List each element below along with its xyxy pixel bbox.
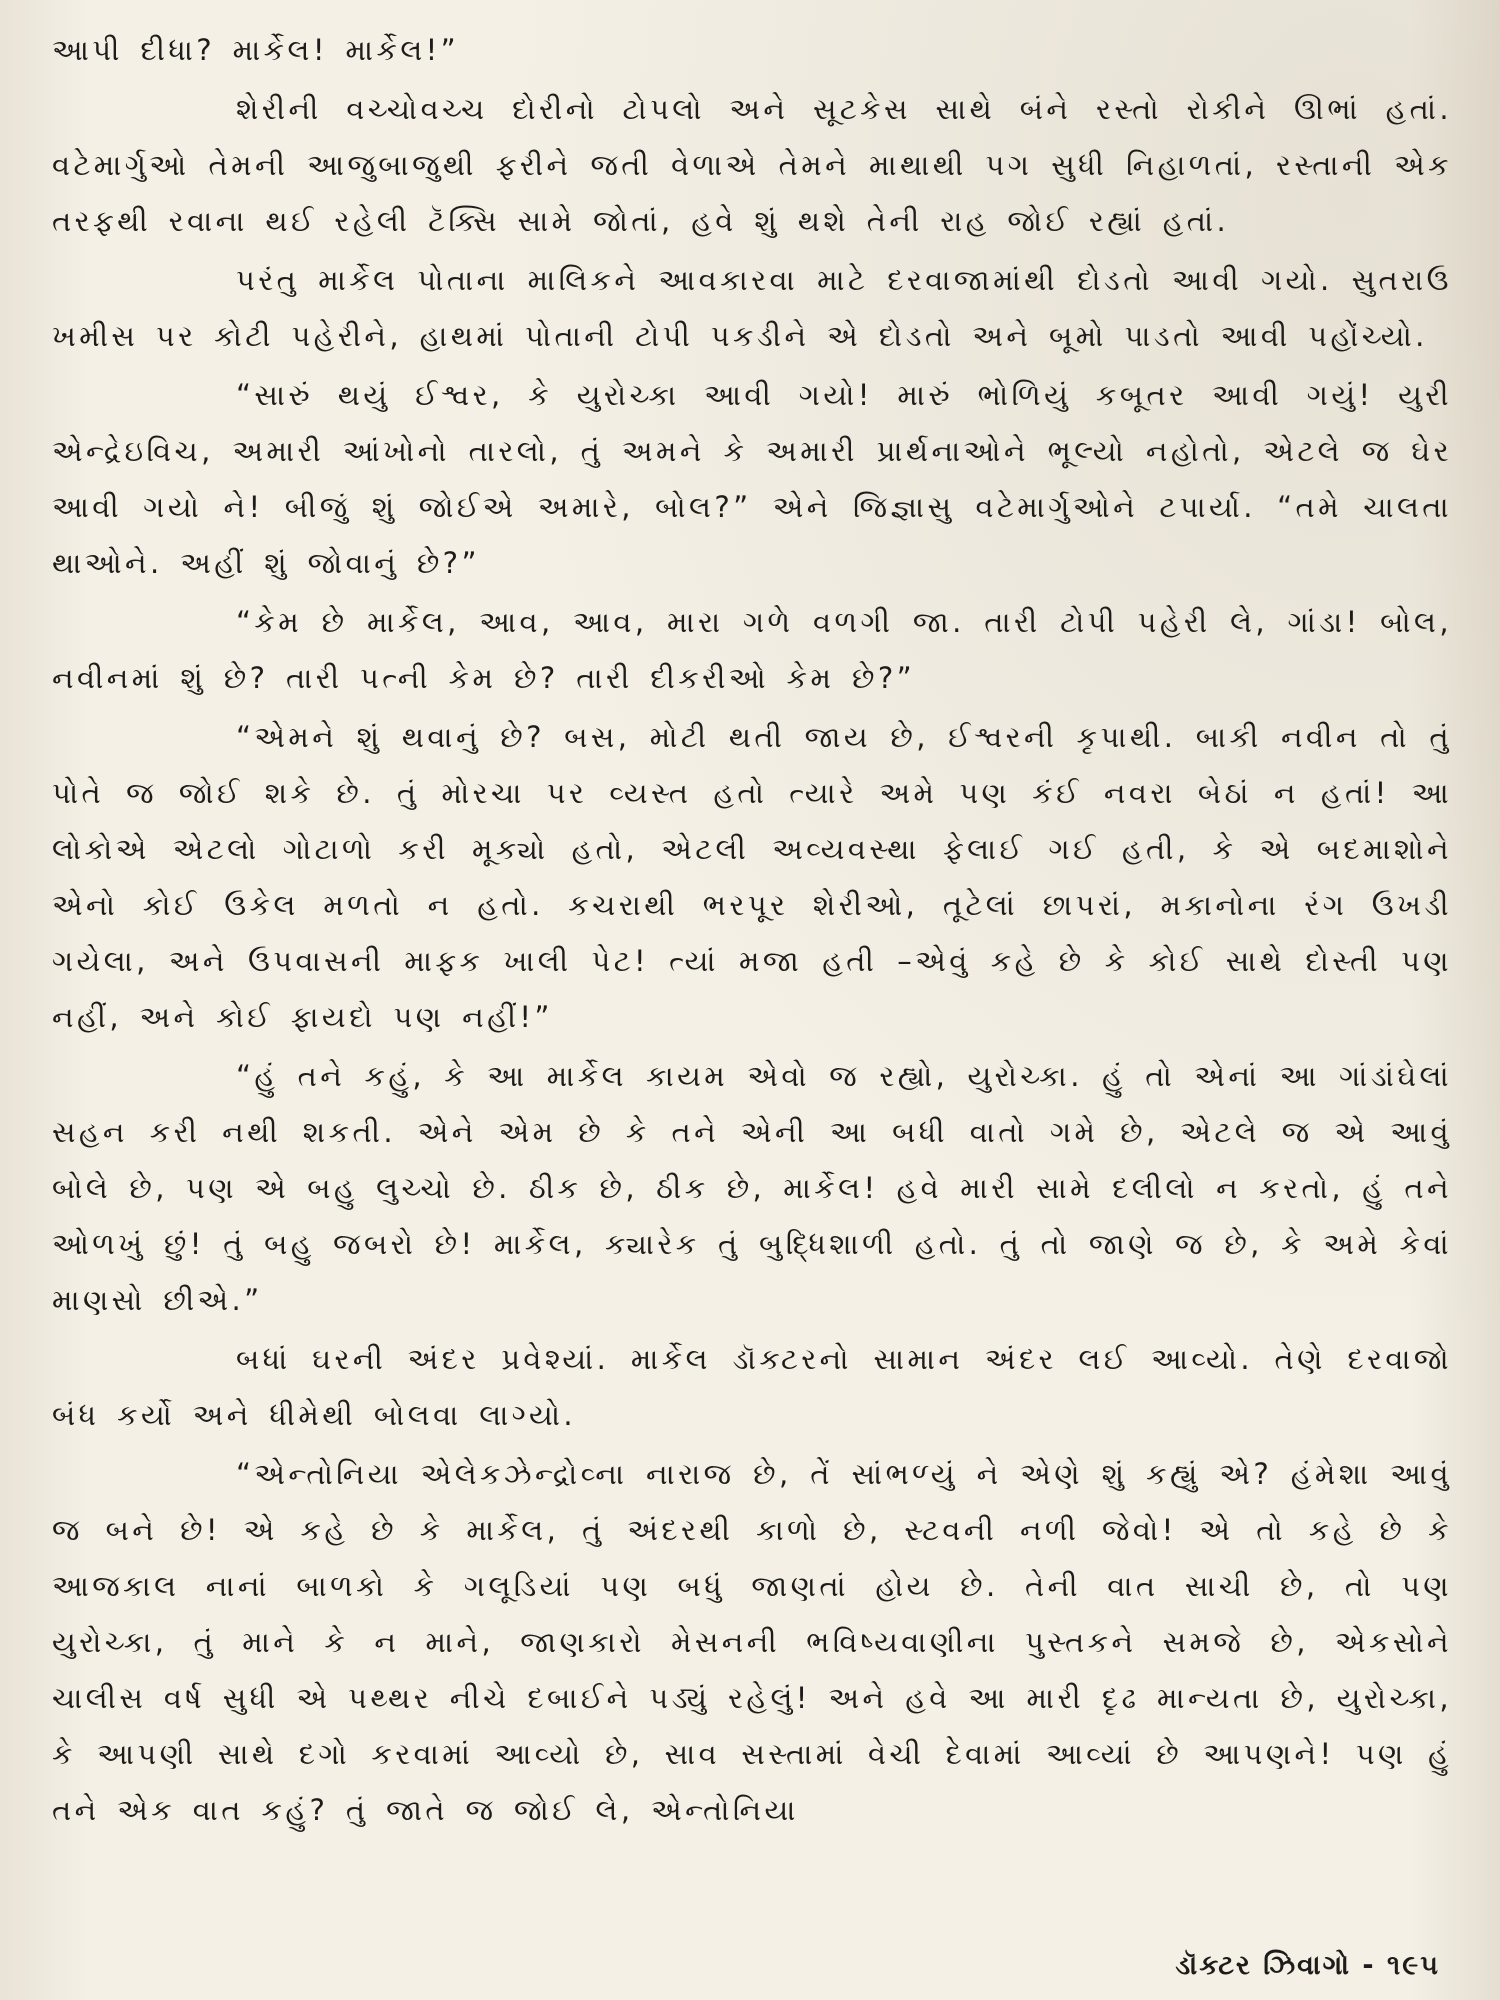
paragraph: બધાં ઘરની અંદર પ્રવેશ્યાં. માર્કેલ ડૉક્ટરનો સામાન અંદર લઈ આવ્યો. તેણે દરવાજો બંધ કર્યો અને ધીમેથી બોલવા લાગ્યો.	[52, 1342, 1452, 1432]
paragraph: પરંતુ માર્કેલ પોતાના માલિકને આવકારવા માટે દરવાજામાંથી દોડતો આવી ગયો. સુતરાઉ ખમીસ પર કોટી પહેરીને, હાથમાં પોતાની ટોપી પકડીને એ દોડતો અને બૂમો પાડતો આવી પહોંચ્યો.	[52, 263, 1452, 353]
paragraph: આપી દીધા? માર્કેલ! માર્કેલ!”	[52, 33, 460, 67]
paragraph: “એન્તોનિયા એલેકઝેન્દ્રોવ્ના નારાજ છે, તેં સાંભળ્યું ને એણે શું કહ્યું એ? હંમેશા આવું જ બને છે! એ કહે છે કે માર્કેલ, તું અંદરથી કાળો છે, સ્ટવની નળી જેવો! એ તો કહે છે કે આજકાલ નાનાં બાળકો કે ગલૂડિયાં પણ બધું જાણતાં હોય છે. તેની વાત સાચી છે, તો પણ યુરોચ્કા, તું માને કે ન માને, જાણકારો મેસનની ભવિષ્યવાણીના પુસ્તકને સમજે છે, એકસોને ચાલીસ વર્ષ સુધી એ પથ્થર નીચે દબાઈને પડ્યું રહેલું! અને હવે આ મારી દૃઢ માન્યતા છે, યુરોચ્કા, કે આપણી સાથે દગો કરવામાં આવ્યો છે, સાવ સસ્તામાં વેચી દેવામાં આવ્યાં છે આપણને! પણ હું તને એક વાત કહું? તું જાતે જ જોઈ લે, એન્તોનિયા	[52, 1457, 1452, 1827]
page-footer: ડૉક્ટર ઝિવાગો - ૧૯૫	[1175, 1950, 1440, 1981]
paragraph: “સારું થયું ઈશ્વર, કે યુરોચ્કા આવી ગયો! મારું ભોળિયું કબૂતર આવી ગયું! યુરી એન્દ્રેઇવિચ, અમારી આંખોનો તારલો, તું અમને કે અમારી પ્રાર્થનાઓને ભૂલ્યો નહોતો, એટલે જ ઘેર આવી ગયો ને! બીજું શું જોઈએ અમારે, બોલ?” એને જિજ્ઞાસુ વટેમાર્ગુઓને ટપાર્યા. “તમે ચાલતા થાઓને. અહીં શું જોવાનું છે?”	[52, 378, 1452, 580]
paragraph: “હું તને કહું, કે આ માર્કેલ કાયમ એવો જ રહ્યો, યુરોચ્કા. હું તો એનાં આ ગાંડાંઘેલાં સહન કરી નથી શકતી. એને એમ છે કે તને એની આ બધી વાતો ગમે છે, એટલે જ એ આવું બોલે છે, પણ એ બહુ લુચ્ચો છે. ઠીક છે, ઠીક છે, માર્કેલ! હવે મારી સામે દલીલો ન કરતો, હું તને ઓળખું છું! તું બહુ જબરો છે! માર્કેલ, ક્યારેક તું બુદ્ધિશાળી હતો. તું તો જાણે જ છે, કે અમે કેવાં માણસો છીએ.”	[52, 1059, 1452, 1317]
paragraph: શેરીની વચ્ચોવચ્ચ દોરીનો ટોપલો અને સૂટકેસ સાથે બંને રસ્તો રોકીને ઊભાં હતાં. વટેમાર્ગુઓ તેમની આજુબાજુથી ફરીને જતી વેળાએ તેમને માથાથી પગ સુધી નિહાળતાં, રસ્તાની એક તરફથી રવાના થઈ રહેલી ટૅક્સિ સામે જોતાં, હવે શું થશે તેની રાહ જોઈ રહ્યાં હતાં.	[52, 92, 1452, 238]
paragraph: “એમને શું થવાનું છે? બસ, મોટી થતી જાય છે, ઈશ્વરની કૃપાથી. બાકી નવીન તો તું પોતે જ જોઈ શકે છે. તું મોરચા પર વ્યસ્ત હતો ત્યારે અમે પણ કંઈ નવરા બેઠાં ન હતાં! આ લોકોએ એટલો ગોટાળો કરી મૂક્યો હતો, એટલી અવ્યવસ્થા ફેલાઈ ગઈ હતી, કે એ બદમાશોને એનો કોઈ ઉકેલ મળતો ન હતો. કચરાથી ભરપૂર શેરીઓ, તૂટેલાં છાપરાં, મકાનોના રંગ ઉખડી ગયેલા, અને ઉપવાસની માફક ખાલી પેટ! ત્યાં મજા હતી –એવું કહે છે કે કોઈ સાથે દોસ્તી પણ નહીં, અને કોઈ ફાયદો પણ નહીં!”	[52, 720, 1452, 1034]
page-body-text	[52, 22, 1452, 1841]
paragraph: “કેમ છે માર્કેલ, આવ, આવ, મારા ગળે વળગી જા. તારી ટોપી પહેરી લે, ગાંડા! બોલ, નવીનમાં શું છે? તારી પત્ની કેમ છે? તારી દીકરીઓ કેમ છે?”	[52, 605, 1452, 695]
